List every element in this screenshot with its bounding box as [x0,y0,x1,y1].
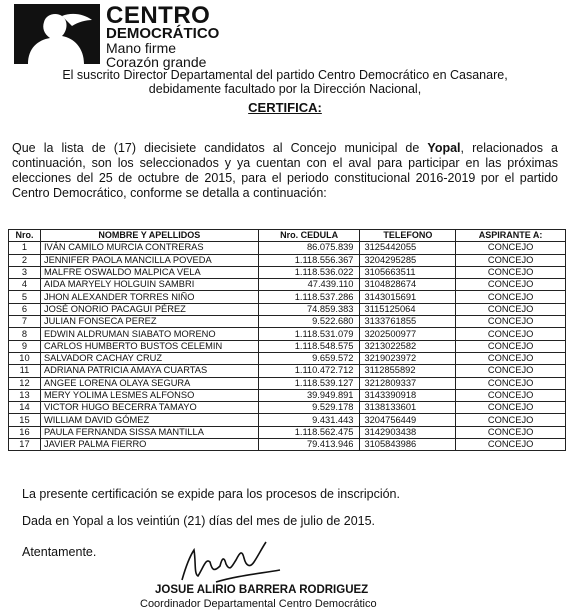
cedula-number: 79.413.946 [258,439,360,451]
phone-number: 3138133601 [360,402,456,414]
candidate-name: AIDA MARYELY HOLGUIN SAMBRI [40,279,258,291]
cedula-number: 1.118.539.127 [258,377,360,389]
table-row [9,254,566,266]
row-number: 11 [9,365,41,377]
slogan-line2: Corazón grande [106,54,207,70]
table-row [9,365,566,377]
candidate-name: WILLIAM DAVID GÓMEZ [40,414,258,426]
intro-line2: debidamente facultado por la Dirección Nacional, [148,82,422,96]
phone-number: 3142903438 [360,426,456,438]
table-header-row [9,230,566,242]
table-row [9,303,566,315]
aspirant-role: CONCEJO [456,328,566,340]
cedula-number: 9.431.443 [258,414,360,426]
row-number: 15 [9,414,41,426]
aspirant-role: CONCEJO [456,402,566,414]
candidate-name: EDWIN ALDRUMAN SIABATO MORENO [40,328,258,340]
signatory-role: Coordinador Departamental Centro Democrático [140,598,377,610]
cedula-number: 1.118.536.022 [258,266,360,278]
cedula-number: 9.522.680 [258,316,360,328]
table-row [9,340,566,352]
header-nro: Nro. [9,230,41,242]
aspirant-role: CONCEJO [456,340,566,352]
candidate-name: JENNIFER PAOLA MANCILLA POVEDA [40,254,258,266]
aspirant-role: CONCEJO [456,414,566,426]
table-row [9,316,566,328]
phone-number: 3143390918 [360,389,456,401]
row-number: 17 [9,439,41,451]
table-row [9,377,566,389]
row-number: 4 [9,279,41,291]
candidate-name: JULIAN FONSECA PEREZ [40,316,258,328]
aspirant-role: CONCEJO [456,439,566,451]
candidate-name: PAULA FERNANDA SISSA MANTILLA [40,426,258,438]
party-logo [14,2,274,70]
aspirant-role: CONCEJO [456,377,566,389]
row-number: 10 [9,352,41,364]
aspirant-role: CONCEJO [456,303,566,315]
row-number: 5 [9,291,41,303]
closing-line2: Dada en Yopal a los veintiún (21) días del mes de julio de 2015. [22,514,376,528]
table-row [9,328,566,340]
row-number: 16 [9,426,41,438]
paragraph-city: Yopal [427,141,461,155]
row-number: 8 [9,328,41,340]
candidate-name: JHON ALEXANDER TORRES NIÑO [40,291,258,303]
table-row [9,389,566,401]
phone-number: 3212809337 [360,377,456,389]
cedula-number: 9.659.572 [258,352,360,364]
intro-line1: El suscrito Director Departamental del partido Centro Democrático en Casanare, [62,68,508,82]
closing-line3: Atentamente. [22,545,97,559]
row-number: 7 [9,316,41,328]
candidate-name: VICTOR HUGO BECERRA TAMAYO [40,402,258,414]
table-row [9,242,566,254]
aspirant-role: CONCEJO [456,426,566,438]
candidate-name: JAVIER PALMA FIERRO [40,439,258,451]
phone-number: 3104828674 [360,279,456,291]
aspirant-role: CONCEJO [456,365,566,377]
table-row [9,426,566,438]
org-name-line1: CENTRO [106,2,211,29]
table-row [9,352,566,364]
aspirant-role: CONCEJO [456,389,566,401]
header-aspirante: ASPIRANTE A: [456,230,566,242]
row-number: 1 [9,242,41,254]
phone-number: 3219023972 [360,352,456,364]
closing-line1: La presente certificación se expide para los procesos de inscripción. [22,487,400,501]
cedula-number: 1.110.472.712 [258,365,360,377]
cedula-number: 1.118.537.286 [258,291,360,303]
candidate-name: ANGEE LORENA OLAYA SEGURA [40,377,258,389]
paragraph-before: Que la lista de (17) diecisiete candidatos al Concejo municipal de [12,141,428,155]
certification-paragraph [12,141,558,201]
candidate-name: CARLOS HUMBERTO BUSTOS CELEMIN [40,340,258,352]
row-number: 14 [9,402,41,414]
phone-number: 3133761855 [360,316,456,328]
signatory-name: JOSUE ALIRIO BARRERA RODRIGUEZ [155,584,369,596]
aspirant-role: CONCEJO [456,254,566,266]
paragraph-after: , relacionados a continuación, son los seleccionados y ya cuentan con el aval para participar en las próximas elecciones del 25 de octubre de 2015, para el periodo constitucional 2016-2019 por el partido Centro Democrático, conforme se detalla a continuación: [12,141,558,200]
cedula-number: 1.118.531.079 [258,328,360,340]
candidate-name: SALVADOR CACHAY CRUZ [40,352,258,364]
aspirant-role: CONCEJO [456,266,566,278]
row-number: 6 [9,303,41,315]
phone-number: 3112855892 [360,365,456,377]
phone-number: 3202500977 [360,328,456,340]
candidate-name: IVÁN CAMILO MURCIA CONTRERAS [40,242,258,254]
row-number: 3 [9,266,41,278]
aspirant-role: CONCEJO [456,242,566,254]
phone-number: 3204756449 [360,414,456,426]
cedula-number: 74.859.383 [258,303,360,315]
row-number: 12 [9,377,41,389]
table-row [9,402,566,414]
candidate-name: JOSÉ ONORIO PACAGUI PÉREZ [40,303,258,315]
aspirant-role: CONCEJO [456,316,566,328]
aspirant-role: CONCEJO [456,352,566,364]
candidate-name: MALFRE OSWALDO MALPICA VELA [40,266,258,278]
phone-number: 3204295285 [360,254,456,266]
phone-number: 3105843986 [360,439,456,451]
table-row [9,291,566,303]
aspirant-role: CONCEJO [456,279,566,291]
phone-number: 3115125064 [360,303,456,315]
cedula-number: 1.118.562.475 [258,426,360,438]
table-row [9,266,566,278]
cedula-number: 86.075.839 [258,242,360,254]
cedula-number: 1.118.556.367 [258,254,360,266]
row-number: 13 [9,389,41,401]
phone-number: 3105663511 [360,266,456,278]
row-number: 9 [9,340,41,352]
header-name: NOMBRE Y APELLIDOS [40,230,258,242]
table-row [9,414,566,426]
phone-number: 3213022582 [360,340,456,352]
row-number: 2 [9,254,41,266]
party-emblem-icon [14,4,100,64]
table-row [9,439,566,451]
candidates-table [8,229,566,451]
slogan-line1: Mano firme [106,40,177,56]
handwritten-signature [176,536,286,590]
header-cedula: Nro. CEDULA [258,230,360,242]
org-name-line2: DEMOCRÁTICO [106,25,220,42]
table-row [9,279,566,291]
cedula-number: 1.118.548.575 [258,340,360,352]
candidate-name: ADRIANA PATRICIA AMAYA CUARTAS [40,365,258,377]
cedula-number: 39.949.891 [258,389,360,401]
certifica-title: CERTIFICA: [248,100,322,115]
cedula-number: 9.529.178 [258,402,360,414]
header-telefono: TELEFONO [360,230,456,242]
phone-number: 3125442055 [360,242,456,254]
candidate-name: MERY YOLIMA LESMES ALFONSO [40,389,258,401]
cedula-number: 47.439.110 [258,279,360,291]
phone-number: 3143015691 [360,291,456,303]
aspirant-role: CONCEJO [456,291,566,303]
table-body [9,242,566,451]
